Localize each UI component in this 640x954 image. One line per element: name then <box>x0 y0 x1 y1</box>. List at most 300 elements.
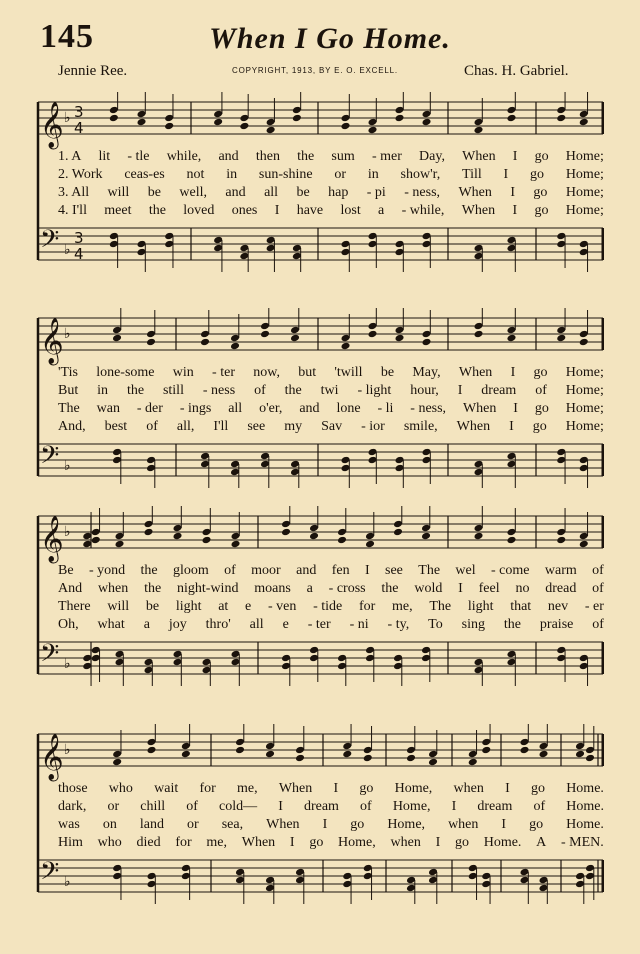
lyric-syllable: I'll <box>213 419 229 434</box>
lyric-syllable: feel <box>478 581 500 596</box>
lyric-syllable: Home; <box>565 383 604 398</box>
lyric-syllable: wan <box>96 401 120 416</box>
notehead <box>164 122 174 131</box>
key-flat-icon: ♭ <box>64 524 71 540</box>
lyric-syllable: who <box>97 835 122 850</box>
lyric-syllable: 2. Work <box>58 167 103 182</box>
lyric-line <box>58 382 604 400</box>
time-signature-top: 3 <box>74 229 84 247</box>
lyric-syllable: of <box>224 563 236 578</box>
notehead <box>539 750 549 759</box>
notehead <box>421 532 431 541</box>
lyric-syllable: Sav <box>321 419 343 434</box>
notehead <box>309 532 319 541</box>
lyric-syllable: - ter <box>212 365 235 380</box>
lyric-syllable: When <box>458 365 493 380</box>
lyric-syllable: go <box>532 419 547 434</box>
lyric-syllable: praise <box>539 617 574 632</box>
lyric-syllable: for <box>199 781 216 796</box>
lyric-syllable: sum <box>331 149 355 164</box>
lyric-syllable: - ness, <box>410 401 447 416</box>
lyric-line <box>58 580 604 598</box>
key-flat-icon: ♭ <box>64 458 71 474</box>
lyric-syllable: I <box>512 149 518 164</box>
lyric-syllable: be <box>296 185 310 200</box>
lyric-syllable: for <box>358 599 376 614</box>
lyric-syllable: best <box>104 419 128 434</box>
lyric-syllable: nev <box>547 599 569 614</box>
lyric-syllable: when <box>453 781 484 796</box>
lyric-syllable: moans <box>254 581 291 596</box>
lyric-syllable: ceas-es <box>124 167 165 182</box>
lyric-syllable: well, <box>179 185 207 200</box>
lyric-syllable: But <box>58 383 79 398</box>
lyric-syllable: in <box>226 167 238 182</box>
lyric-syllable: when <box>390 835 421 850</box>
lyric-syllable: wel <box>455 563 476 578</box>
notehead <box>213 118 223 127</box>
notehead <box>137 118 147 127</box>
lyric-syllable: moor <box>251 563 281 578</box>
lyric-syllable: Home, <box>394 781 433 796</box>
lyric-syllable: no <box>515 581 530 596</box>
lyric-syllable: at <box>218 599 229 614</box>
notehead <box>342 750 352 759</box>
notehead <box>556 536 566 545</box>
lyric-syllable: - MEN. <box>561 835 604 850</box>
lyric-syllable: land <box>139 817 164 832</box>
lyric-syllable: Home; <box>565 365 604 380</box>
lyric-syllable: I <box>457 383 463 398</box>
lyric-syllable: Day, <box>419 149 445 164</box>
lyric-syllable: a <box>378 203 385 218</box>
notehead <box>146 338 156 347</box>
lyric-syllable: chill <box>140 799 166 814</box>
key-flat-icon: ♭ <box>64 110 71 126</box>
notehead <box>393 528 403 537</box>
lyric-syllable: Home; <box>565 149 604 164</box>
lyric-syllable: dream <box>481 383 517 398</box>
lyric-syllable: light <box>467 599 494 614</box>
lyric-syllable: me, <box>206 835 227 850</box>
lyric-syllable: - ven <box>267 599 297 614</box>
notehead <box>368 126 378 135</box>
lyric-syllable: now, <box>253 365 280 380</box>
lyric-syllable: have <box>296 203 324 218</box>
lyric-syllable: - ings <box>179 401 212 416</box>
lyric-syllable: me, <box>392 599 413 614</box>
lyric-syllable: all, <box>176 419 195 434</box>
notehead <box>468 758 478 767</box>
lyric-syllable: the <box>148 203 166 218</box>
lyric-syllable: - der <box>136 401 163 416</box>
notehead <box>290 334 300 343</box>
lyric-syllable: Home. <box>483 835 522 850</box>
lyric-syllable: win <box>172 365 194 380</box>
lyric-syllable: joy <box>168 617 187 632</box>
lyric-syllable: When <box>458 185 492 200</box>
lyric-syllable: while, <box>166 149 202 164</box>
lyric-syllable: go <box>534 401 549 416</box>
notehead <box>112 758 122 767</box>
lyric-syllable: I <box>503 167 509 182</box>
lyric-syllable: And, <box>58 419 86 434</box>
lyric-syllable: go <box>534 203 549 218</box>
bass-clef-icon: 𝄢 <box>40 857 60 892</box>
notehead <box>579 338 589 347</box>
lyric-line <box>58 598 604 616</box>
lyric-syllable: what <box>97 617 125 632</box>
lyric-syllable: will <box>107 599 130 614</box>
lyric-syllable: of <box>360 799 372 814</box>
notehead <box>147 746 157 755</box>
notehead <box>422 118 432 127</box>
lyric-syllable: Home. <box>566 799 604 814</box>
notehead <box>202 536 212 545</box>
lyric-syllable: cold— <box>219 799 258 814</box>
lyric-syllable: the <box>126 383 145 398</box>
lyric-line <box>58 834 604 852</box>
notehead <box>395 114 405 123</box>
lyric-syllable: Oh, <box>58 617 79 632</box>
lyric-syllable: but <box>298 365 317 380</box>
lyric-syllable: me, <box>237 781 258 796</box>
lyric-syllable: I <box>289 835 295 850</box>
notehead <box>341 342 351 351</box>
key-flat-icon: ♭ <box>64 242 71 258</box>
lyric-syllable: - come <box>491 563 530 578</box>
lyric-line <box>58 798 604 816</box>
notehead <box>507 114 517 123</box>
lyric-syllable: wold <box>414 581 443 596</box>
notehead <box>368 330 378 339</box>
lyric-syllable: I <box>274 203 280 218</box>
lyric-syllable: When <box>462 401 497 416</box>
lyric-syllable: a <box>143 617 150 632</box>
lyric-syllable: - ni <box>349 617 369 632</box>
lyric-syllable: 'twill <box>334 365 363 380</box>
lyric-syllable: light <box>175 599 202 614</box>
lyric-syllable: When <box>461 203 496 218</box>
lyric-syllable: go <box>529 817 544 832</box>
lyric-syllable: I <box>509 419 514 434</box>
notehead <box>428 758 438 767</box>
notehead <box>112 334 122 343</box>
notehead <box>266 126 276 135</box>
lyric-syllable: - while, <box>401 203 445 218</box>
lyric-syllable: - li <box>377 401 394 416</box>
lyric-syllable: those <box>58 781 88 796</box>
lyric-syllable: hour, <box>410 383 439 398</box>
notehead <box>556 334 566 343</box>
lyric-syllable: 'Tis <box>58 365 78 380</box>
lyric-syllable: The <box>58 401 80 416</box>
lyric-syllable: I <box>505 781 510 796</box>
lyric-syllable: of <box>146 419 158 434</box>
lyric-syllable: 3. All <box>58 185 90 200</box>
lyric-syllable: show'r, <box>400 167 441 182</box>
notehead <box>181 750 191 759</box>
lyric-syllable: night-wind <box>177 581 239 596</box>
lyric-syllable: or <box>186 817 199 832</box>
lyric-syllable: go <box>533 185 548 200</box>
lyric-syllable: I <box>364 563 370 578</box>
lyric-syllable: smile, <box>403 419 438 434</box>
lyric-syllable: or <box>107 799 120 814</box>
lyric-syllable: May, <box>412 365 441 380</box>
lyric-syllable: and <box>296 563 317 578</box>
notehead <box>200 338 210 347</box>
lyric-syllable: the <box>140 563 158 578</box>
lyric-syllable: o'er, <box>259 401 283 416</box>
notehead <box>91 536 101 545</box>
lyric-syllable: There <box>58 599 91 614</box>
lyric-syllable: Home. <box>566 817 604 832</box>
lyric-syllable: of <box>535 383 547 398</box>
lyric-syllable: I <box>278 799 283 814</box>
lyric-syllable: ones <box>231 203 258 218</box>
lyric-syllable: see <box>247 419 266 434</box>
notehead <box>474 330 484 339</box>
notehead <box>520 746 530 755</box>
notehead <box>144 528 154 537</box>
treble-clef-icon: 𝄞 <box>40 102 64 148</box>
lyric-syllable: When <box>241 835 276 850</box>
lyric-syllable: When <box>462 149 496 164</box>
lyric-syllable: and <box>218 149 239 164</box>
lyric-syllable: of <box>254 383 266 398</box>
bass-clef-icon: 𝄢 <box>40 225 60 260</box>
lyric-syllable: I <box>333 781 339 796</box>
lyric-syllable: And <box>58 581 83 596</box>
lyric-syllable: when <box>97 581 129 596</box>
notehead <box>115 540 125 549</box>
lyric-syllable: a <box>306 581 313 596</box>
lyric-syllable: go <box>350 817 365 832</box>
lyric-syllable: The <box>418 563 441 578</box>
lyric-syllable: the <box>284 383 302 398</box>
lyric-syllable: Home, <box>387 817 426 832</box>
lyric-syllable: the <box>297 149 315 164</box>
lyric-syllable: When <box>266 817 300 832</box>
lyric-syllable: dream <box>303 799 339 814</box>
lyric-syllable: of <box>592 617 604 632</box>
lyric-line <box>58 202 604 220</box>
lyric-syllable: meet <box>104 203 132 218</box>
lyric-syllable: who <box>108 781 133 796</box>
lyric-syllable: go <box>454 835 469 850</box>
notehead <box>265 750 275 759</box>
notehead <box>295 754 305 763</box>
bass-clef-icon: 𝄢 <box>40 639 60 674</box>
lyric-syllable: - pi <box>366 185 386 200</box>
lyric-syllable: for <box>175 835 192 850</box>
lyric-syllable: Till <box>462 167 482 182</box>
lyric-syllable: in <box>97 383 109 398</box>
lyric-line <box>58 562 604 580</box>
lyric-line <box>58 418 604 436</box>
lyric-syllable: e <box>282 617 289 632</box>
notehead <box>507 536 517 545</box>
lyric-syllable: I <box>501 817 507 832</box>
lyric-syllable: I <box>451 799 457 814</box>
lyric-syllable: then <box>255 149 280 164</box>
lyric-syllable: lost <box>340 203 361 218</box>
lyric-syllable: Be <box>58 563 74 578</box>
copyright-notice: COPYRIGHT, 1913, BY E. O. EXCELL. <box>232 66 398 75</box>
key-flat-icon: ♭ <box>64 874 71 890</box>
lyric-syllable: I <box>322 817 328 832</box>
lyric-line <box>58 816 604 834</box>
lyric-syllable: wait <box>154 781 179 796</box>
lyric-syllable: Home. <box>566 781 604 796</box>
key-flat-icon: ♭ <box>64 656 71 672</box>
lyric-syllable: Home; <box>565 185 604 200</box>
notehead <box>579 540 589 549</box>
time-signature-bottom: 4 <box>74 245 84 263</box>
lyric-syllable: e <box>245 599 252 614</box>
lyric-syllable: dream <box>477 799 513 814</box>
lyric-syllable: be <box>147 185 161 200</box>
lyric-syllable: Home; <box>565 167 604 182</box>
lyric-syllable: - tle <box>127 149 150 164</box>
notehead <box>230 342 240 351</box>
notehead <box>235 746 245 755</box>
notehead <box>481 746 491 755</box>
lyric-syllable: loved <box>183 203 215 218</box>
notehead <box>579 118 589 127</box>
lyric-syllable: will <box>107 185 130 200</box>
lyric-syllable: still <box>162 383 184 398</box>
lyric-syllable: - mer <box>371 149 402 164</box>
lyric-syllable: when <box>448 817 479 832</box>
lyric-syllable: be <box>145 599 160 614</box>
lyric-line <box>58 148 604 166</box>
time-signature-bottom: 4 <box>74 119 84 137</box>
lyricist-credit: Jennie Ree. <box>58 63 128 79</box>
notehead <box>260 330 270 339</box>
lyric-syllable: go <box>534 149 549 164</box>
lyric-syllable: lone-some <box>96 365 155 380</box>
lyric-syllable: warm <box>544 563 577 578</box>
lyric-syllable: thro' <box>205 617 231 632</box>
lyric-syllable: 1. A <box>58 149 82 164</box>
lyric-syllable: I <box>512 203 518 218</box>
notehead <box>395 334 405 343</box>
lyric-syllable: To <box>428 617 443 632</box>
lyric-line <box>58 400 604 418</box>
lyric-syllable: - yond <box>88 563 126 578</box>
lyric-syllable: the <box>381 581 399 596</box>
lyric-syllable: be <box>380 365 395 380</box>
lyric-syllable: The <box>429 599 452 614</box>
hymn-number: 145 <box>40 18 94 55</box>
lyric-syllable: died <box>136 835 161 850</box>
lyric-syllable: in <box>367 167 379 182</box>
lyric-syllable: of <box>592 563 604 578</box>
lyric-syllable: Home, <box>338 835 376 850</box>
lyric-syllable: all <box>228 401 243 416</box>
hymn-title: When I Go Home. <box>209 22 451 55</box>
lyric-syllable: twi <box>320 383 339 398</box>
lyric-syllable: or <box>334 167 347 182</box>
notehead <box>556 114 566 123</box>
lyric-line <box>58 166 604 184</box>
lyric-line <box>58 184 604 202</box>
lyric-syllable: and <box>225 185 246 200</box>
lyric-syllable: hap <box>328 185 349 200</box>
lyric-syllable: dread <box>545 581 577 596</box>
notehead <box>507 334 517 343</box>
lyric-syllable: - ty, <box>387 617 410 632</box>
time-signature-top: 3 <box>74 103 84 121</box>
lyric-syllable: my <box>284 419 303 434</box>
lyric-syllable: sing <box>461 617 485 632</box>
lyric-syllable: lone <box>336 401 361 416</box>
lyric-syllable: I <box>513 401 518 416</box>
treble-clef-icon: 𝄞 <box>40 318 64 364</box>
lyric-syllable: Home; <box>565 203 604 218</box>
lyric-syllable: fen <box>331 563 350 578</box>
lyric-syllable: I <box>510 185 515 200</box>
treble-clef-icon: 𝄞 <box>40 734 64 780</box>
lyric-syllable: - ness, <box>404 185 441 200</box>
lyric-syllable: the <box>503 617 521 632</box>
lyric-syllable: of <box>533 799 546 814</box>
notehead <box>337 536 347 545</box>
lyric-syllable: go <box>359 781 374 796</box>
lyric-syllable: see <box>385 563 403 578</box>
lyric-syllable: - ter <box>307 617 331 632</box>
lyric-syllable: and <box>299 401 320 416</box>
notehead <box>422 338 432 347</box>
treble-clef-icon: 𝄞 <box>40 516 64 562</box>
lyric-syllable: - tide <box>313 599 343 614</box>
notehead <box>231 540 241 549</box>
lyric-syllable: go <box>530 781 545 796</box>
notehead <box>281 528 291 537</box>
lyric-syllable: 4. I'll <box>58 203 87 218</box>
lyric-syllable: all <box>264 185 279 200</box>
lyric-syllable: - ior <box>361 419 385 434</box>
lyric-line <box>58 780 604 798</box>
lyric-syllable: go <box>530 167 545 182</box>
lyric-syllable: of <box>592 581 604 596</box>
notehead <box>406 754 416 763</box>
lyric-syllable: Home; <box>565 419 604 434</box>
lyric-syllable: all <box>249 617 264 632</box>
lyric-syllable: sea, <box>221 817 244 832</box>
notehead <box>474 126 484 135</box>
notehead <box>585 754 595 763</box>
notehead <box>575 750 585 759</box>
lyric-syllable: - light <box>357 383 392 398</box>
lyric-syllable: I <box>458 581 463 596</box>
lyric-syllable: Home; <box>565 401 604 416</box>
bass-clef-icon: 𝄢 <box>40 441 60 476</box>
lyric-syllable: was <box>58 817 80 832</box>
key-flat-icon: ♭ <box>64 742 71 758</box>
lyric-syllable: on <box>102 817 117 832</box>
lyric-syllable: - ness <box>202 383 236 398</box>
lyric-syllable: I <box>510 365 516 380</box>
lyric-syllable: When <box>278 781 313 796</box>
lyric-syllable: Home, <box>392 799 431 814</box>
notehead <box>363 754 373 763</box>
lyric-syllable: of <box>186 799 198 814</box>
notehead <box>341 122 351 131</box>
lyric-syllable: gloom <box>172 563 209 578</box>
